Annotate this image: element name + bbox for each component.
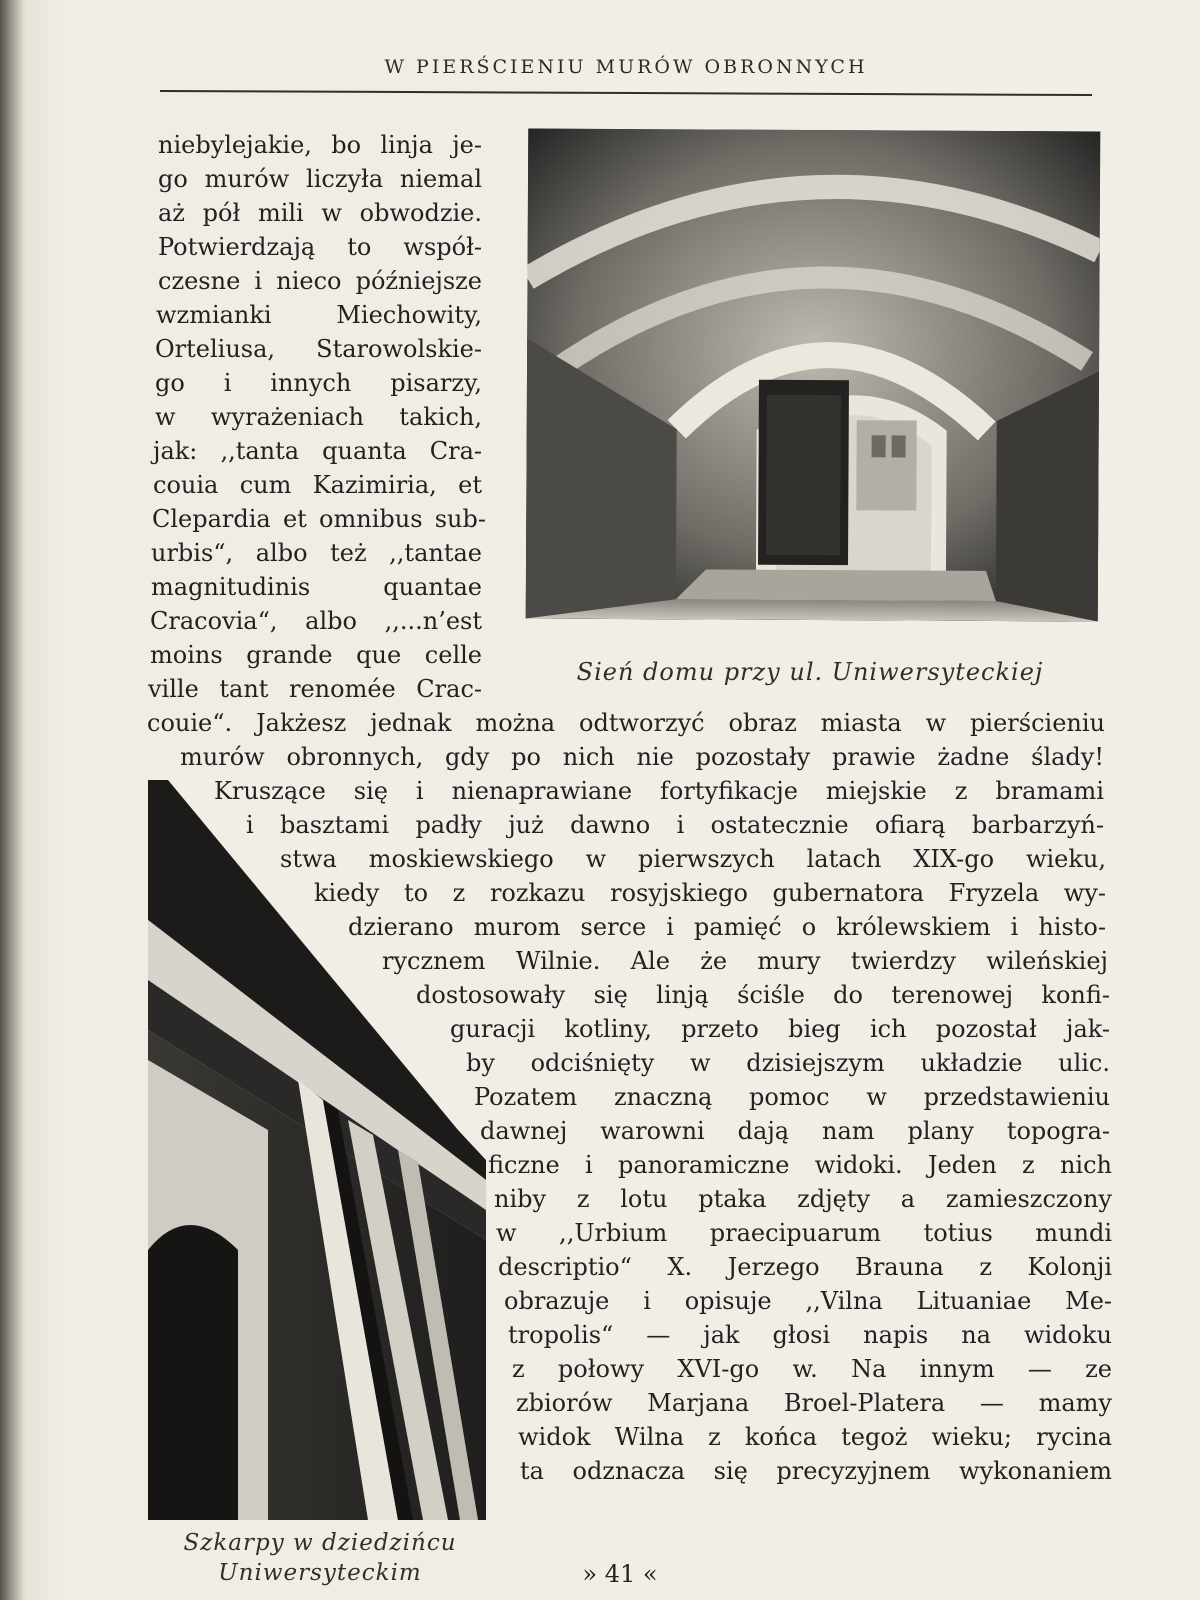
body-text-line: Clepardia et omnibus sub- [152,505,486,533]
body-text-line: go i innych pisarzy, [155,369,482,397]
body-text-line: Pozatem znaczną pomoc w przedstawieniu [474,1083,1110,1111]
running-head: W PIERŚCIENIU MURÓW OBRONNYCH [384,56,868,78]
body-text-line: ville tant renomée Crac- [148,675,482,703]
body-text-line: w wyrażeniach takich, [155,403,482,431]
body-text-line: couie“. Jakżesz jednak można odtworzyć obraz miasta w pierścieniu [147,709,1105,737]
body-text-line: tropolis“ — jak głosi napis na widoku [508,1321,1112,1349]
body-text-line: jak: ,,tanta quanta Cra- [153,437,482,465]
photo-vaulted-hallway [526,129,1101,622]
body-text-line: w ,,Urbium praecipuarum totius mundi [496,1219,1112,1247]
body-text-line: rycznem Wilnie. Ale że mury twierdzy wileńskiej [382,947,1108,975]
body-text-line: Cracovia“, albo ,,...n’est [150,607,482,635]
body-text-line: niebylejakie, bo linja je- [158,131,482,159]
body-text-line: kiedy to z rozkazu rosyjskiego gubernatora Fryzela wy- [314,879,1106,907]
body-text-line: ficzne i panoramiczne widoki. Jeden z nich [488,1151,1112,1179]
body-text-line: dostosowały się linją ściśle do terenowej konfi- [416,981,1110,1009]
caption-buttresses-line2: Uniwersyteckim [218,1560,422,1586]
vaulted-hallway-image [526,129,1101,622]
body-text-line: descriptio“ X. Jerzego Brauna z Kolonji [498,1253,1112,1281]
body-text-line: i basztami padły już dawno i ostatecznie ofiarą barbarzyń- [246,811,1104,839]
body-text-line: go murów liczyła niemal [158,165,482,193]
page-number: » 41 « [582,1560,658,1588]
body-text-line: obrazuje i opisuje ,,Vilna Lituaniae Me- [504,1287,1112,1315]
body-text-line: moins grande que celle [150,641,482,669]
body-text-line: widok Wilna z końca tegoż wieku; rycina [518,1423,1112,1451]
body-text-line: ta odznacza się precyzyjnem wykonaniem [520,1457,1112,1485]
body-text-line: Potwierdzają to współ- [158,233,482,261]
body-text-line: niby z lotu ptaka zdjęty a zamieszczony [494,1185,1112,1213]
body-text-line: Orteliusa, Starowolskie- [155,335,482,363]
body-text-line: wzmianki Miechowity, [156,301,482,329]
page-gutter [0,0,22,1600]
caption-buttresses-line1: Szkarpy w dziedzińcu [183,1530,457,1556]
body-text-line: czesne i nieco późniejsze [158,267,482,295]
body-text-line: magnitudinis quantae [151,573,482,601]
header-rule [160,90,1092,96]
body-text-line: guracji kotliny, przeto bieg ich pozostał jak- [450,1015,1110,1043]
body-text-line: urbis“, albo też ,,tantae [151,539,482,567]
body-text-line: z połowy XVI-go w. Na innym — ze [512,1355,1112,1383]
body-text-line: dawnej warowni dają nam plany topogra- [480,1117,1110,1145]
body-text-line: couia cum Kazimiria, et [153,471,482,499]
body-text-line: murów obronnych, gdy po nich nie pozostały prawie żadne ślady! [180,743,1104,771]
body-text-line: Kruszące się i nienaprawiane fortyfikacje miejskie z bramami [214,777,1104,805]
body-text-line: stwa moskiewskiego w pierwszych latach XIX-go wieku, [280,845,1106,873]
body-text-line: by odciśnięty w dzisiejszym układzie ulic. [466,1049,1110,1077]
body-text-line: aż pół mili w obwodzie. [158,199,482,227]
body-text-line: zbiorów Marjana Broel-Platera — mamy [516,1389,1112,1417]
body-text-line: dzierano murom serce i pamięć o królewskiem i histo- [348,913,1106,941]
caption-vaulted-hallway: Sień domu przy ul. Uniwersyteckiej [576,658,1044,686]
